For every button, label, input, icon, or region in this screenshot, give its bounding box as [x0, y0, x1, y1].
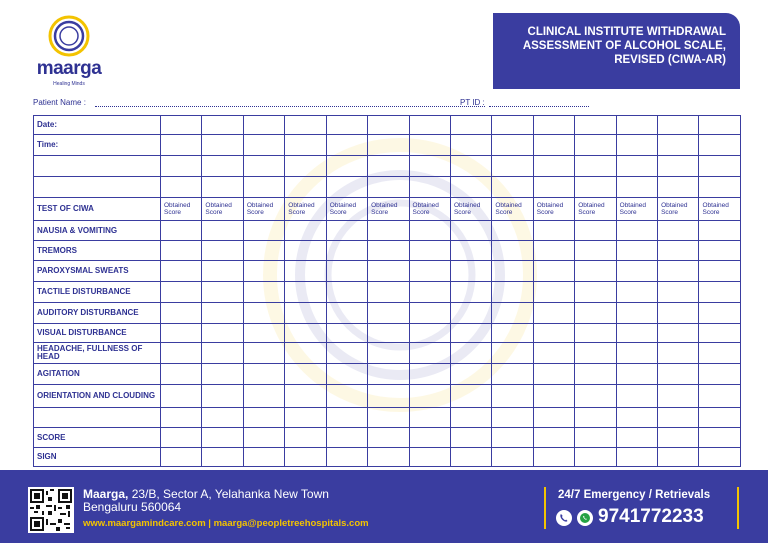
score-cell[interactable]: [658, 448, 699, 467]
obtained-score-header: Obtained Score: [658, 198, 699, 221]
score-cell[interactable]: [616, 135, 657, 156]
score-cell[interactable]: [161, 324, 202, 343]
score-cell[interactable]: [658, 135, 699, 156]
score-cell[interactable]: [616, 221, 657, 241]
score-cell[interactable]: [699, 116, 741, 135]
patient-id-field[interactable]: [489, 98, 589, 107]
score-cell[interactable]: [533, 135, 574, 156]
table-row: [34, 241, 741, 261]
score-cell[interactable]: [575, 448, 616, 467]
score-cell[interactable]: [450, 156, 491, 177]
obtained-score-header: Obtained Score: [616, 198, 657, 221]
score-cell[interactable]: [202, 116, 243, 135]
phone-icon: [556, 510, 572, 526]
score-cell[interactable]: [202, 428, 243, 448]
score-cell[interactable]: [533, 364, 574, 385]
score-cell[interactable]: [575, 324, 616, 343]
score-cell[interactable]: [533, 221, 574, 241]
score-cell[interactable]: [161, 221, 202, 241]
score-cell[interactable]: [658, 408, 699, 428]
score-cell[interactable]: [450, 364, 491, 385]
obtained-score-header: Obtained Score: [368, 198, 409, 221]
score-cell[interactable]: [326, 343, 367, 364]
score-cell[interactable]: [533, 116, 574, 135]
score-cell[interactable]: [492, 261, 533, 282]
score-cell[interactable]: [161, 385, 202, 408]
score-cell[interactable]: [202, 364, 243, 385]
patient-name-label: Patient Name :: [33, 98, 86, 107]
score-cell[interactable]: [616, 448, 657, 467]
score-cell[interactable]: [575, 364, 616, 385]
score-cell[interactable]: [450, 282, 491, 303]
score-cell[interactable]: [616, 116, 657, 135]
score-cell[interactable]: [243, 282, 284, 303]
address-street: 23/B, Sector A, Yelahanka New Town: [128, 487, 329, 501]
score-cell[interactable]: [575, 408, 616, 428]
obtained-score-header: Obtained Score: [492, 198, 533, 221]
score-cell[interactable]: [326, 408, 367, 428]
score-cell[interactable]: [450, 408, 491, 428]
score-cell[interactable]: [368, 385, 409, 408]
score-cell[interactable]: [409, 177, 450, 198]
score-cell[interactable]: [368, 343, 409, 364]
score-cell[interactable]: [616, 343, 657, 364]
score-cell[interactable]: [658, 241, 699, 261]
whatsapp-icon: [577, 510, 593, 526]
score-cell[interactable]: [326, 261, 367, 282]
obtained-score-header: Obtained Score: [326, 198, 367, 221]
address-line-1: [83, 487, 329, 501]
score-cell[interactable]: [492, 282, 533, 303]
score-cell[interactable]: [616, 364, 657, 385]
score-cell[interactable]: [658, 177, 699, 198]
score-cell[interactable]: [368, 324, 409, 343]
row-label: NAUSIA & VOMITING: [34, 221, 161, 241]
score-cell[interactable]: [616, 385, 657, 408]
score-cell[interactable]: [243, 364, 284, 385]
score-cell[interactable]: [285, 116, 326, 135]
score-cell[interactable]: [368, 156, 409, 177]
score-cell[interactable]: [202, 448, 243, 467]
score-cell[interactable]: [243, 261, 284, 282]
score-cell[interactable]: [575, 343, 616, 364]
score-cell[interactable]: [161, 428, 202, 448]
score-cell[interactable]: [658, 385, 699, 408]
score-cell[interactable]: [699, 261, 741, 282]
score-cell[interactable]: [368, 364, 409, 385]
score-cell[interactable]: [658, 156, 699, 177]
score-cell[interactable]: [699, 221, 741, 241]
score-cell[interactable]: [492, 364, 533, 385]
score-cell[interactable]: [285, 408, 326, 428]
score-cell[interactable]: [368, 428, 409, 448]
score-cell[interactable]: [658, 116, 699, 135]
patient-id-label: PT ID :: [460, 98, 485, 107]
qr-code[interactable]: [28, 487, 74, 533]
score-cell[interactable]: [492, 241, 533, 261]
score-cell[interactable]: [285, 135, 326, 156]
logo-tagline: Healing Minds: [53, 81, 85, 87]
score-cell[interactable]: [285, 261, 326, 282]
score-cell[interactable]: [326, 156, 367, 177]
address-line-2: Bengaluru 560064: [83, 500, 182, 514]
score-cell[interactable]: [699, 135, 741, 156]
row-label: SIGN: [34, 448, 161, 467]
score-cell[interactable]: [409, 116, 450, 135]
score-cell[interactable]: [492, 221, 533, 241]
score-cell[interactable]: [368, 135, 409, 156]
score-cell[interactable]: [285, 364, 326, 385]
score-cell[interactable]: [533, 177, 574, 198]
table-row: [34, 364, 741, 385]
score-cell[interactable]: [202, 135, 243, 156]
score-cell[interactable]: [243, 324, 284, 343]
score-cell[interactable]: [326, 385, 367, 408]
score-cell[interactable]: [243, 428, 284, 448]
table-row: [34, 221, 741, 241]
score-cell[interactable]: [492, 408, 533, 428]
score-cell[interactable]: [699, 448, 741, 467]
score-cell[interactable]: [492, 385, 533, 408]
score-cell[interactable]: [202, 177, 243, 198]
score-cell[interactable]: [699, 177, 741, 198]
score-cell[interactable]: [202, 282, 243, 303]
row-label: TEST OF CIWA: [34, 198, 161, 221]
score-cell[interactable]: [409, 241, 450, 261]
score-cell[interactable]: [492, 156, 533, 177]
table-row: [34, 198, 741, 221]
score-cell[interactable]: [699, 241, 741, 261]
score-cell[interactable]: [575, 282, 616, 303]
score-cell[interactable]: [202, 261, 243, 282]
score-cell[interactable]: [202, 324, 243, 343]
score-cell[interactable]: [161, 448, 202, 467]
table-row: [34, 156, 741, 177]
score-cell[interactable]: [450, 324, 491, 343]
score-cell[interactable]: [616, 324, 657, 343]
score-cell[interactable]: [658, 364, 699, 385]
score-cell[interactable]: [533, 385, 574, 408]
score-cell[interactable]: [202, 408, 243, 428]
score-cell[interactable]: [202, 241, 243, 261]
row-label: Time:: [34, 135, 161, 156]
score-cell[interactable]: [161, 177, 202, 198]
score-cell[interactable]: [658, 343, 699, 364]
score-cell[interactable]: [243, 116, 284, 135]
score-cell[interactable]: [616, 261, 657, 282]
score-cell[interactable]: [368, 408, 409, 428]
score-cell[interactable]: [699, 428, 741, 448]
obtained-score-header: Obtained Score: [450, 198, 491, 221]
row-label: ORIENTATION AND CLOUDING: [34, 385, 161, 408]
score-cell[interactable]: [492, 177, 533, 198]
score-cell[interactable]: [575, 116, 616, 135]
row-label: HEADACHE, FULLNESS OF HEAD: [34, 343, 161, 364]
score-cell[interactable]: [368, 116, 409, 135]
score-cell[interactable]: [243, 303, 284, 324]
score-cell[interactable]: [409, 448, 450, 467]
table-row: [34, 428, 741, 448]
table-row: [34, 343, 741, 364]
score-cell[interactable]: [450, 116, 491, 135]
score-cell[interactable]: [533, 303, 574, 324]
table-row: [34, 177, 741, 198]
score-cell[interactable]: [492, 343, 533, 364]
obtained-score-header: Obtained Score: [161, 198, 202, 221]
score-cell[interactable]: [409, 428, 450, 448]
row-label: VISUAL DISTURBANCE: [34, 324, 161, 343]
score-cell[interactable]: [575, 303, 616, 324]
score-cell[interactable]: [161, 282, 202, 303]
score-cell[interactable]: [450, 221, 491, 241]
score-cell[interactable]: [368, 448, 409, 467]
score-cell[interactable]: [575, 177, 616, 198]
score-cell[interactable]: [409, 221, 450, 241]
row-label: Date:: [34, 116, 161, 135]
logo-name: maarga: [36, 58, 102, 79]
score-cell[interactable]: [202, 303, 243, 324]
score-cell[interactable]: [616, 428, 657, 448]
score-cell[interactable]: [202, 156, 243, 177]
score-cell[interactable]: [533, 448, 574, 467]
score-cell[interactable]: [616, 408, 657, 428]
score-cell[interactable]: [492, 448, 533, 467]
form-title: CLINICAL INSTITUTE WITHDRAWAL ASSESSMENT OF ALCOHOL SCALE, REVISED (CIWA-AR): [522, 26, 726, 66]
score-cell[interactable]: [409, 324, 450, 343]
score-cell[interactable]: [699, 385, 741, 408]
score-cell[interactable]: [285, 448, 326, 467]
table-row: [34, 135, 741, 156]
row-label: PAROXYSMAL SWEATS: [34, 261, 161, 282]
score-cell[interactable]: [575, 385, 616, 408]
score-cell[interactable]: [368, 221, 409, 241]
patient-name-field[interactable]: [95, 98, 485, 107]
score-cell[interactable]: [450, 428, 491, 448]
score-cell[interactable]: [326, 303, 367, 324]
row-label: AUDITORY DISTURBANCE: [34, 303, 161, 324]
score-cell[interactable]: [616, 282, 657, 303]
score-cell[interactable]: [616, 177, 657, 198]
score-cell[interactable]: [575, 261, 616, 282]
row-label: [34, 156, 161, 177]
score-cell[interactable]: [326, 116, 367, 135]
score-cell[interactable]: [699, 156, 741, 177]
table-row: [34, 303, 741, 324]
score-cell[interactable]: [243, 177, 284, 198]
ciwa-table: [33, 115, 741, 467]
score-cell[interactable]: [450, 303, 491, 324]
score-cell[interactable]: [616, 303, 657, 324]
table-row: [34, 261, 741, 282]
score-cell[interactable]: [699, 324, 741, 343]
score-cell[interactable]: [243, 343, 284, 364]
score-cell[interactable]: [450, 385, 491, 408]
score-cell[interactable]: [326, 221, 367, 241]
emergency-label: 24/7 Emergency / Retrievals: [558, 489, 711, 501]
score-cell[interactable]: [161, 261, 202, 282]
score-cell[interactable]: [616, 241, 657, 261]
score-cell[interactable]: [326, 241, 367, 261]
score-cell[interactable]: [285, 156, 326, 177]
score-cell[interactable]: [699, 282, 741, 303]
score-cell[interactable]: [409, 282, 450, 303]
score-cell[interactable]: [161, 135, 202, 156]
score-cell[interactable]: [161, 364, 202, 385]
score-cell[interactable]: [243, 156, 284, 177]
score-cell[interactable]: [285, 221, 326, 241]
score-cell[interactable]: [368, 241, 409, 261]
score-cell[interactable]: [533, 241, 574, 261]
score-cell[interactable]: [243, 221, 284, 241]
score-cell[interactable]: [533, 324, 574, 343]
score-cell[interactable]: [699, 343, 741, 364]
row-label: AGITATION: [34, 364, 161, 385]
score-cell[interactable]: [492, 428, 533, 448]
score-cell[interactable]: [161, 116, 202, 135]
score-cell[interactable]: [658, 282, 699, 303]
score-cell[interactable]: [450, 135, 491, 156]
maarga-logo: [26, 14, 112, 94]
score-cell[interactable]: [326, 282, 367, 303]
score-cell[interactable]: [161, 241, 202, 261]
row-label: [34, 177, 161, 198]
score-cell[interactable]: [533, 408, 574, 428]
table-row: [34, 324, 741, 343]
score-cell[interactable]: [409, 135, 450, 156]
table-row: [34, 116, 741, 135]
form-title-box: [493, 13, 740, 89]
logo-rings-icon: [47, 14, 91, 58]
score-cell[interactable]: [450, 448, 491, 467]
score-cell[interactable]: [161, 343, 202, 364]
score-cell[interactable]: [409, 408, 450, 428]
score-cell[interactable]: [285, 428, 326, 448]
table-row: [34, 282, 741, 303]
score-cell[interactable]: [533, 156, 574, 177]
score-cell[interactable]: [368, 303, 409, 324]
table-row: [34, 408, 741, 428]
score-cell[interactable]: [409, 156, 450, 177]
score-cell[interactable]: [409, 343, 450, 364]
table-row: [34, 448, 741, 467]
web-and-email-link[interactable]: www.maargamindcare.com | maarga@peopletreehospitals.com: [83, 518, 369, 529]
score-cell[interactable]: [575, 221, 616, 241]
score-cell[interactable]: [658, 221, 699, 241]
score-cell[interactable]: [492, 303, 533, 324]
score-cell[interactable]: [450, 177, 491, 198]
score-cell[interactable]: [243, 408, 284, 428]
obtained-score-header: Obtained Score: [575, 198, 616, 221]
score-cell[interactable]: [575, 241, 616, 261]
score-cell[interactable]: [409, 303, 450, 324]
obtained-score-header: Obtained Score: [285, 198, 326, 221]
score-cell[interactable]: [202, 385, 243, 408]
score-cell[interactable]: [368, 261, 409, 282]
table-row: [34, 385, 741, 408]
score-cell[interactable]: [326, 364, 367, 385]
score-cell[interactable]: [533, 261, 574, 282]
divider-left: [544, 487, 546, 529]
score-cell[interactable]: [326, 324, 367, 343]
score-cell[interactable]: [492, 135, 533, 156]
score-cell[interactable]: [658, 303, 699, 324]
obtained-score-header: Obtained Score: [699, 198, 741, 221]
score-cell[interactable]: [285, 343, 326, 364]
score-cell[interactable]: [658, 261, 699, 282]
score-cell[interactable]: [699, 408, 741, 428]
score-cell[interactable]: [450, 261, 491, 282]
score-cell[interactable]: [575, 428, 616, 448]
score-cell[interactable]: [243, 385, 284, 408]
obtained-score-header: Obtained Score: [533, 198, 574, 221]
score-cell[interactable]: [285, 324, 326, 343]
score-cell[interactable]: [243, 448, 284, 467]
score-cell[interactable]: [243, 241, 284, 261]
score-cell[interactable]: [699, 303, 741, 324]
brand-name: Maarga,: [83, 487, 129, 501]
score-cell[interactable]: [161, 408, 202, 428]
emergency-phone-number[interactable]: 9741772233: [598, 506, 704, 527]
score-cell[interactable]: [533, 282, 574, 303]
row-label: SCORE: [34, 428, 161, 448]
score-cell[interactable]: [409, 261, 450, 282]
score-cell[interactable]: [616, 156, 657, 177]
score-cell[interactable]: [699, 364, 741, 385]
score-cell[interactable]: [326, 135, 367, 156]
obtained-score-header: Obtained Score: [243, 198, 284, 221]
row-label: [34, 408, 161, 428]
row-label: TACTILE DISTURBANCE: [34, 282, 161, 303]
score-cell[interactable]: [533, 343, 574, 364]
score-cell[interactable]: [285, 303, 326, 324]
obtained-score-header: Obtained Score: [409, 198, 450, 221]
score-cell[interactable]: [492, 324, 533, 343]
score-cell[interactable]: [326, 448, 367, 467]
score-cell[interactable]: [285, 177, 326, 198]
score-cell[interactable]: [161, 156, 202, 177]
score-cell[interactable]: [368, 282, 409, 303]
score-cell[interactable]: [575, 156, 616, 177]
obtained-score-header: Obtained Score: [202, 198, 243, 221]
score-cell[interactable]: [326, 177, 367, 198]
score-cell[interactable]: [285, 385, 326, 408]
divider-right: [737, 487, 739, 529]
score-cell[interactable]: [658, 428, 699, 448]
score-cell[interactable]: [658, 324, 699, 343]
score-cell[interactable]: [409, 364, 450, 385]
score-cell[interactable]: [492, 116, 533, 135]
score-cell[interactable]: [243, 135, 284, 156]
score-cell[interactable]: [450, 241, 491, 261]
score-cell[interactable]: [368, 177, 409, 198]
score-cell[interactable]: [161, 303, 202, 324]
score-cell[interactable]: [285, 241, 326, 261]
footer: [0, 470, 768, 543]
score-cell[interactable]: [533, 428, 574, 448]
score-cell[interactable]: [450, 343, 491, 364]
score-cell[interactable]: [409, 385, 450, 408]
score-cell[interactable]: [285, 282, 326, 303]
score-cell[interactable]: [202, 221, 243, 241]
score-cell[interactable]: [202, 343, 243, 364]
row-label: TREMORS: [34, 241, 161, 261]
score-cell[interactable]: [575, 135, 616, 156]
score-cell[interactable]: [326, 428, 367, 448]
